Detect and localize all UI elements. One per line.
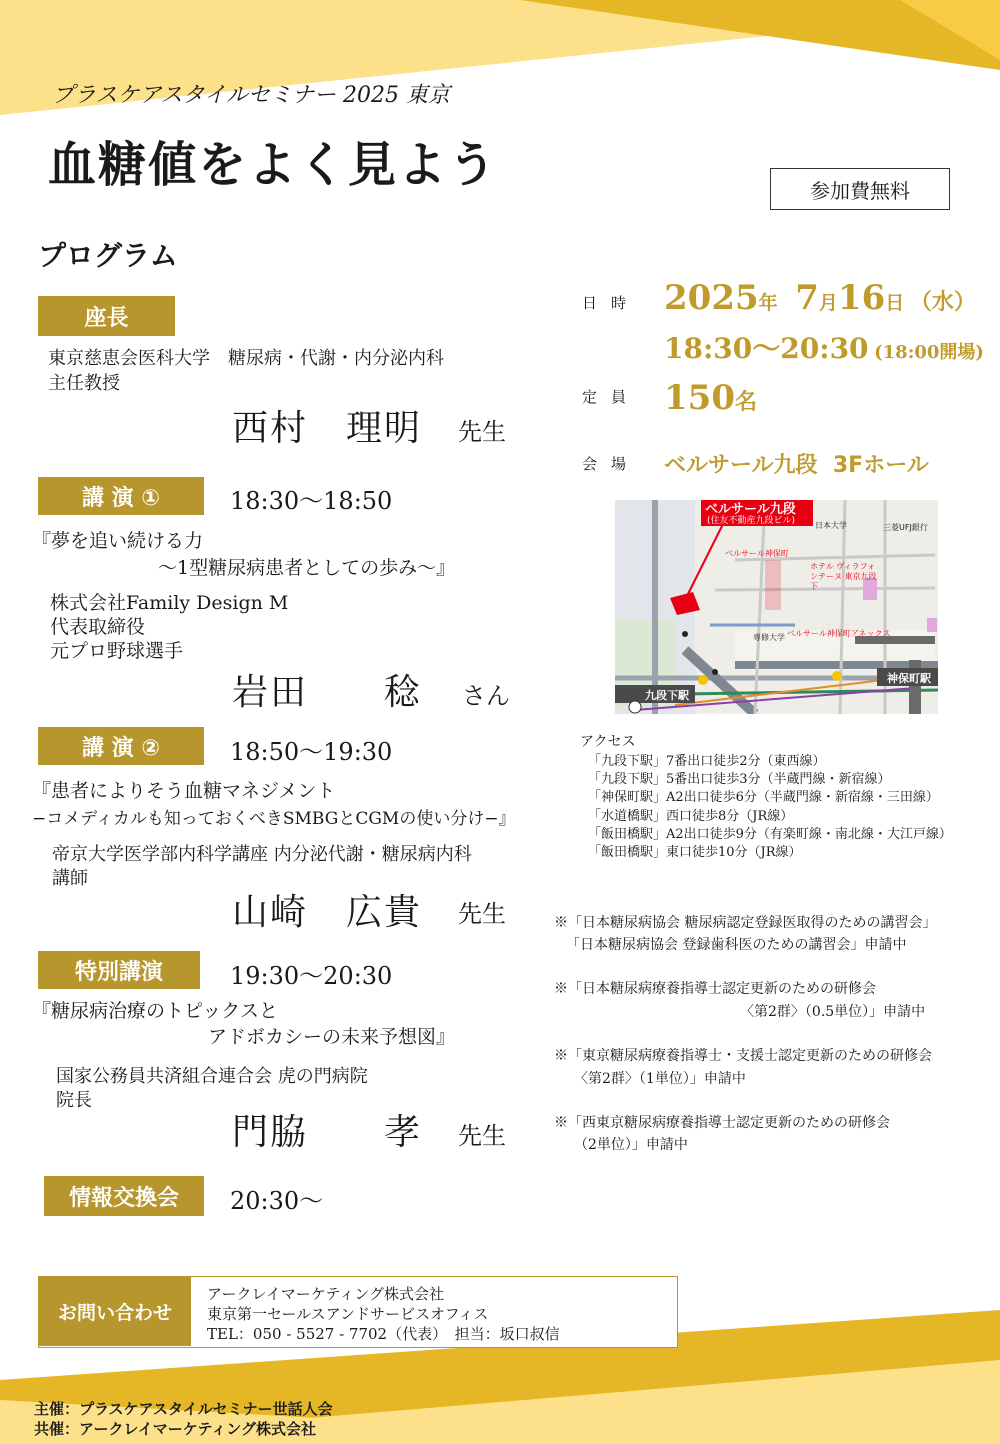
map-label-annex: ベルサール神保町アネックス — [787, 629, 891, 638]
chair-honorific: 先生 — [458, 418, 506, 446]
access-line: 「神保町駅」A2出口徒歩6分（半蔵門線・新宿線・三田線） — [588, 790, 939, 806]
lecture1-position1: 代表取締役 — [50, 616, 146, 638]
map-station-jimbocho: 神保町駅 — [887, 672, 931, 685]
chair-affiliation: 東京慈恵会医科大学 糖尿病・代謝・内分泌内科 — [48, 348, 444, 369]
venue-label: 会場 — [582, 455, 641, 473]
lecture2-title-line2: −コメディカルも知っておくべきSMBGとCGMの使い分け−』 — [32, 809, 516, 829]
access-line: 「飯田橋駅」A2出口徒歩9分（有楽町線・南北線・大江戸線） — [588, 826, 952, 842]
program-heading: プログラム — [38, 239, 178, 272]
map-station-kudanshita: 九段下駅 — [645, 689, 689, 702]
seminar-subtitle: プラスケアスタイルセミナー 2025 東京 — [52, 83, 450, 108]
venue-name: ベルサール九段 3Fホール — [664, 453, 929, 478]
date-day: 16 — [837, 278, 886, 318]
time-range: 18:30～20:30 — [664, 332, 869, 365]
chair-name: 西村 理明 — [232, 408, 423, 449]
event-time — [664, 327, 984, 367]
special-title-line2: アドボカシーの未来予想図』 — [208, 1026, 456, 1048]
special-lecture-time: 19:30～20:30 — [230, 962, 393, 990]
contact-line3: TEL：050 - 5527 - 7702（代表） 担当：坂口叔信 — [207, 1325, 560, 1343]
day-unit: 日 — [885, 292, 905, 314]
lecture1-time: 18:30～18:50 — [230, 487, 393, 515]
lecture1-name: 岩田 稔 — [232, 672, 423, 713]
fee-badge: 参加費無料 — [770, 168, 950, 210]
special-lecture-label: 特別講演 — [38, 951, 200, 989]
year-unit: 年 — [758, 292, 778, 314]
special-title-line1: 『糖尿病治療のトピックスと — [32, 1000, 279, 1022]
capacity-unit: 名 — [734, 389, 757, 415]
credit-note-2-line1: ※「日本糖尿病療養指導士認定更新のための研修会 — [554, 981, 876, 997]
lecture1-title-line2: ～1型糖尿病患者としての歩み～』 — [158, 557, 456, 579]
map-venue-sub: (住友不動産九段ビル) — [707, 516, 796, 526]
map-label-hotel: ホテル ヴィラフォンテーヌ 東京九段下 — [810, 562, 877, 591]
lecture1-affiliation: 株式会社Family Design M — [50, 592, 289, 614]
networking-time: 20:30～ — [230, 1187, 324, 1215]
lecture2-honorific: 先生 — [458, 900, 506, 928]
credit-note-1-line1: ※「日本糖尿病協会 糖尿病認定登録医取得のための講習会」 — [554, 915, 937, 931]
lecture2-name: 山崎 広貴 — [232, 892, 423, 933]
map-venue-title: ベルサール九段 — [705, 502, 796, 517]
capacity — [664, 378, 757, 418]
open-time: (18:00開場) — [874, 342, 984, 363]
organizer-host: 主催：プラスケアスタイルセミナー世話人会 — [34, 1400, 333, 1418]
access-line: 「九段下駅」5番出口徒歩3分（半蔵門線・新宿線） — [588, 772, 891, 788]
credit-note-1-line2: 「日本糖尿病協会 登録歯科医のための講習会」申請中 — [566, 937, 907, 953]
map-label-nihon-daigaku: 日本大学 — [815, 521, 847, 530]
networking-label: 情報交換会 — [44, 1176, 204, 1216]
month-unit: 月 — [818, 292, 838, 314]
credit-note-4-line2: （2単位）」申請中 — [574, 1137, 688, 1153]
lecture1-honorific: さん — [462, 682, 510, 710]
contact-line1: アークレイマーケティング株式会社 — [207, 1285, 445, 1303]
lecture1-title-line1: 『夢を追い続ける力 — [32, 530, 204, 552]
access-heading: アクセス — [580, 734, 636, 750]
access-list — [588, 753, 952, 862]
lecture2-position: 講師 — [52, 868, 88, 889]
access-line: 「水道橋駅」西口徒歩8分（JR線） — [588, 808, 794, 824]
date-month: 7 — [795, 278, 819, 318]
map-label-mufg: 三菱UFJ銀行 — [883, 523, 928, 532]
map-label-senshu: 専修大学 — [753, 633, 785, 642]
special-affiliation: 国家公務員共済組合連合会 虎の門病院 — [56, 1066, 368, 1087]
contact-box — [38, 1276, 678, 1348]
credit-note-3-line2: 〈第2群〉（1単位）」申請中 — [574, 1071, 746, 1087]
event-date — [664, 278, 976, 318]
chair-position: 主任教授 — [48, 373, 120, 394]
credit-note-3-line1: ※「東京糖尿病療養指導士・支援士認定更新のための研修会 — [554, 1048, 932, 1064]
date-year: 2025 — [664, 278, 759, 318]
organizer-cohost: 共催：アークレイマーケティング株式会社 — [34, 1420, 317, 1438]
chair-label: 座長 — [38, 296, 175, 336]
capacity-number: 150 — [664, 378, 735, 418]
date-label: 日時 — [582, 294, 641, 312]
lecture2-affiliation: 帝京大学医学部内科学講座 内分泌代謝・糖尿病内科 — [52, 844, 472, 865]
lecture2-time: 18:50～19:30 — [230, 738, 393, 766]
lecture2-title-line1: 『患者によりそう血糖マネジメント — [32, 780, 336, 802]
capacity-label: 定員 — [582, 388, 641, 406]
access-line: 「飯田橋駅」東口徒歩10分（JR線） — [588, 845, 802, 861]
lecture1-position2: 元プロ野球選手 — [50, 640, 184, 662]
access-map — [615, 500, 938, 714]
page-title: 血糖値をよく見よう — [48, 137, 499, 193]
lecture1-label: 講 演 ① — [38, 477, 204, 515]
credit-note-4-line1: ※「西東京糖尿病療養指導士認定更新のための研修会 — [554, 1115, 890, 1131]
special-honorific: 先生 — [458, 1122, 506, 1150]
lecture2-label: 講 演 ② — [38, 727, 204, 765]
contact-label: お問い合わせ — [39, 1277, 191, 1346]
map-label-jimbocho-venue: ベルサール神保町 — [725, 549, 789, 558]
weekday: （水） — [909, 289, 976, 315]
access-line: 「九段下駅」7番出口徒歩2分（東西線） — [588, 754, 826, 769]
special-name: 門脇 孝 — [232, 1112, 423, 1153]
special-position: 院長 — [56, 1090, 92, 1111]
credit-note-2-line2: 〈第2群〉（0.5単位）」申請中 — [740, 1004, 926, 1020]
contact-line2: 東京第一セールスアンドサービスオフィス — [207, 1305, 489, 1323]
